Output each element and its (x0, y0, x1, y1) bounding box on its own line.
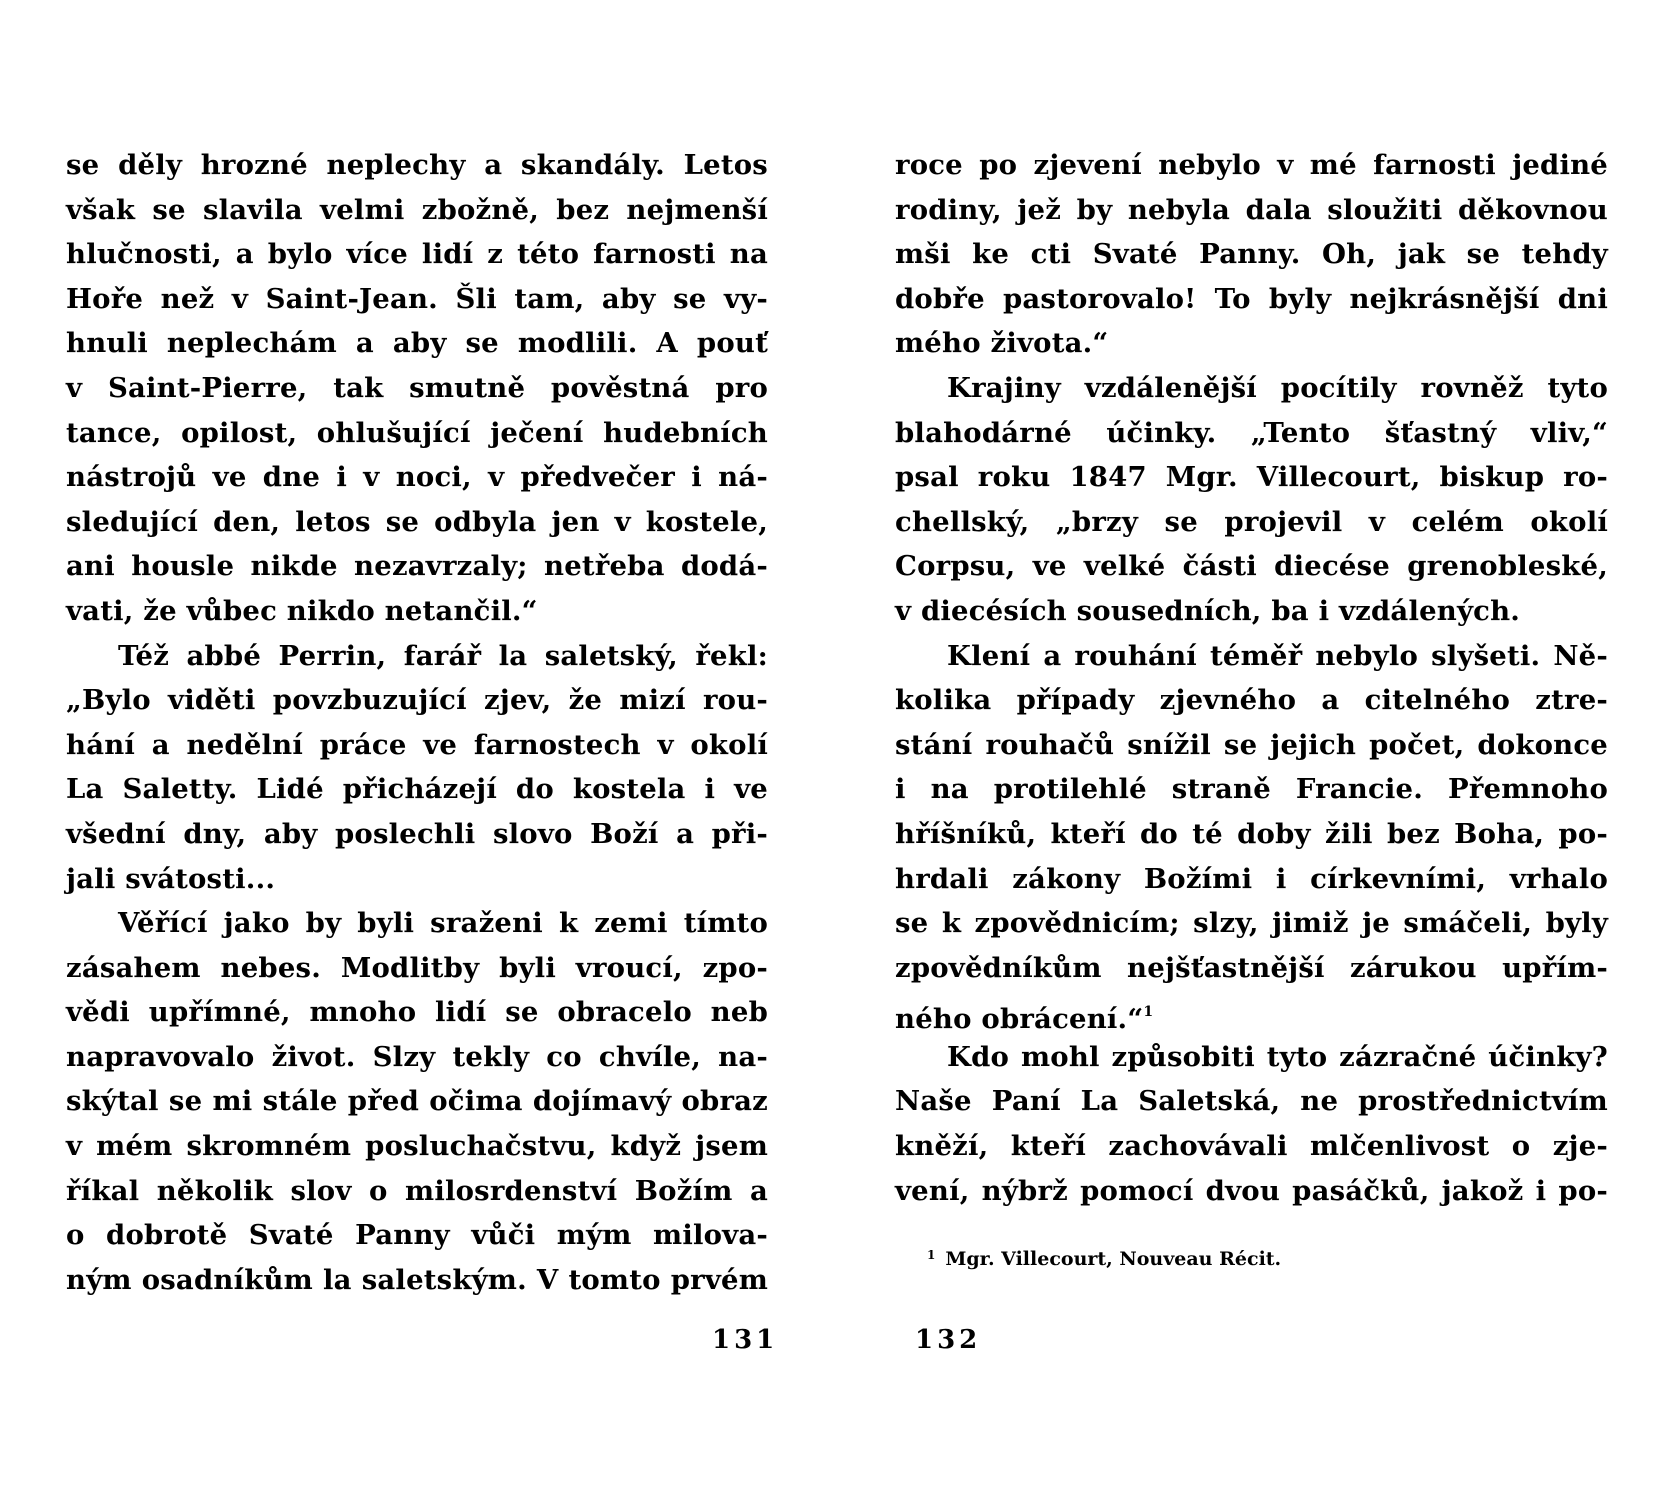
text-line (895, 812, 1608, 857)
text-line (66, 232, 768, 277)
line-text: hrdali zákony Božími i církevními, vrhalo (895, 862, 1608, 895)
text-line (895, 366, 1608, 411)
text-line (66, 544, 768, 589)
text-line (66, 589, 768, 634)
text-line (66, 500, 768, 545)
line-text: ani housle nikde nezavrzaly; netřeba dodá- (66, 550, 768, 583)
line-text: Kdo mohl způsobiti tyto zázračné účinky? (947, 1040, 1608, 1073)
text-line (66, 901, 768, 946)
text-line (66, 411, 768, 456)
text-line (895, 544, 1608, 589)
line-text: La Saletty. Lidé přicházejí do kostela i ve (66, 773, 768, 806)
line-text: roce po zjevení nebylo v mé farnosti jediné (895, 149, 1608, 181)
text-line (66, 857, 768, 902)
line-text: o dobrotě Svaté Panny vůči mým milova- (66, 1219, 768, 1252)
footnote-text: Mgr. Villecourt, Nouveau Récit. (945, 1248, 1282, 1270)
text-line (66, 455, 768, 500)
text-line (66, 1035, 768, 1080)
line-text: psal roku 1847 Mgr. Villecourt, biskup ro- (895, 461, 1608, 494)
text-line (895, 277, 1608, 322)
text-line (895, 143, 1608, 188)
line-text: se k zpovědnicím; slzy, jimiž je smáčeli, byly (895, 907, 1608, 940)
line-text: jali svátosti... (66, 862, 276, 895)
line-text: zpovědníkům nejšťastnější zárukou upřím- (895, 951, 1608, 984)
text-line (895, 857, 1608, 902)
line-text: dobře pastorovalo! To byly nejkrásnější dni (895, 282, 1608, 315)
line-text: v mém skromném posluchačstvu, když jsem (66, 1130, 768, 1163)
left-page-text (66, 143, 768, 1302)
text-line (895, 500, 1608, 545)
text-line (66, 366, 768, 411)
text-line (895, 901, 1608, 946)
line-text: „Bylo viděti povzbuzující zjev, že mizí rou- (66, 684, 768, 717)
text-line (895, 634, 1608, 679)
line-text: stání rouhačů snížil se jejich počet, dokonce (895, 728, 1608, 761)
text-line (66, 946, 768, 991)
line-text: mého života.“ (895, 327, 1109, 360)
line-text: mši ke cti Svaté Panny. Oh, jak se tehdy (895, 238, 1608, 271)
line-text: ného obrácení.“ (895, 1003, 1144, 1036)
line-text: blahodárné účinky. „Tento šťastný vliv,“ (895, 416, 1608, 449)
text-line (66, 143, 768, 188)
page-number-right: 132 (915, 1325, 982, 1355)
line-text: v diecésích sousedních, ba i vzdálených. (895, 594, 1521, 627)
line-text: kolika případy zjevného a citelného ztre- (895, 684, 1608, 717)
text-line (895, 455, 1608, 500)
line-text: vení, nýbrž pomocí dvou pasáčků, jakož i po- (895, 1174, 1608, 1207)
text-line (895, 1035, 1608, 1080)
text-line (895, 232, 1608, 277)
text-line (66, 321, 768, 366)
line-text: v Saint-Pierre, tak smutně pověstná pro (66, 371, 768, 404)
text-line (66, 767, 768, 812)
footnote-marker: 1 (927, 1248, 936, 1262)
line-text: Věřící jako by byli sraženi k zemi tímto (118, 907, 768, 940)
footnote (927, 1248, 1281, 1270)
line-text: všední dny, aby poslechli slovo Boží a při- (66, 817, 768, 850)
text-line (66, 1213, 768, 1258)
text-line (66, 188, 768, 233)
line-text: hání a nedělní práce ve farnostech v okolí (66, 728, 768, 761)
line-text: rodiny, jež by nebyla dala sloužiti děkovnou (895, 193, 1608, 226)
line-text: se děly hrozné neplechy a skandály. Letos (66, 149, 768, 181)
line-text: napravovalo život. Slzy tekly co chvíle, na- (66, 1040, 768, 1073)
line-text: Klení a rouhání téměř nebylo slyšeti. Ně- (947, 639, 1608, 672)
text-line (895, 723, 1608, 768)
text-line (895, 678, 1608, 723)
text-line (895, 188, 1608, 233)
text-line (895, 1124, 1608, 1169)
line-text: vědi upřímné, mnoho lidí se obracelo neb (66, 996, 768, 1029)
text-line (66, 1079, 768, 1124)
text-line (66, 1258, 768, 1303)
text-line (66, 990, 768, 1035)
line-text: Hoře než v Saint-Jean. Šli tam, aby se vy- (66, 282, 768, 315)
line-text: nástrojů ve dne i v noci, v předvečer i ná- (66, 461, 768, 494)
text-line (66, 634, 768, 679)
text-line (66, 812, 768, 857)
page-number-left: 131 (712, 1325, 779, 1355)
line-text: hlučnosti, a bylo více lidí z této farnosti na (66, 238, 768, 271)
text-line (66, 723, 768, 768)
line-text: tance, opilost, ohlušující ječení hudebních (66, 416, 768, 449)
line-text: hříšníků, kteří do té doby žili bez Boha, po- (895, 817, 1608, 850)
line-text: chellský, „brzy se projevil v celém okolí (895, 505, 1608, 538)
right-page-text (895, 143, 1608, 1213)
line-text: skýtal se mi stále před očima dojímavý obraz (66, 1085, 768, 1118)
text-line (895, 1079, 1608, 1124)
line-text: však se slavila velmi zbožně, bez nejmenší (66, 193, 768, 226)
line-text: Corpsu, ve velké části diecése grenobleské, (895, 550, 1608, 583)
line-text: i na protilehlé straně Francie. Přemnoho (895, 773, 1608, 806)
line-text: vati, že vůbec nikdo netančil.“ (66, 594, 538, 627)
line-text: Naše Paní La Saletská, ne prostřednictvím (895, 1085, 1608, 1118)
line-text: říkal několik slov o milosrdenství Božím a (66, 1174, 768, 1207)
text-line (895, 589, 1608, 634)
text-line (895, 411, 1608, 456)
footnote-reference[interactable]: 1 (1143, 1004, 1154, 1021)
line-text: zásahem nebes. Modlitby byli vroucí, zpo- (66, 951, 768, 984)
text-line (895, 767, 1608, 812)
text-line (895, 321, 1608, 366)
text-line (895, 1169, 1608, 1214)
text-line (66, 1169, 768, 1214)
text-line (66, 277, 768, 322)
text-line (66, 1124, 768, 1169)
text-line (895, 946, 1608, 991)
line-text: ným osadníkům la saletským. V tomto prvém (66, 1263, 768, 1296)
line-text: sledující den, letos se odbyla jen v kostele, (66, 505, 768, 538)
text-line (895, 990, 1608, 1035)
line-text: Krajiny vzdálenější pocítily rovněž tyto (947, 371, 1608, 404)
line-text: Též abbé Perrin, farář la saletský, řekl: (118, 639, 768, 672)
line-text: kněží, kteří zachovávali mlčenlivost o zje- (895, 1130, 1608, 1163)
line-text: hnuli neplechám a aby se modlili. A pouť (66, 327, 768, 360)
text-line (66, 678, 768, 723)
